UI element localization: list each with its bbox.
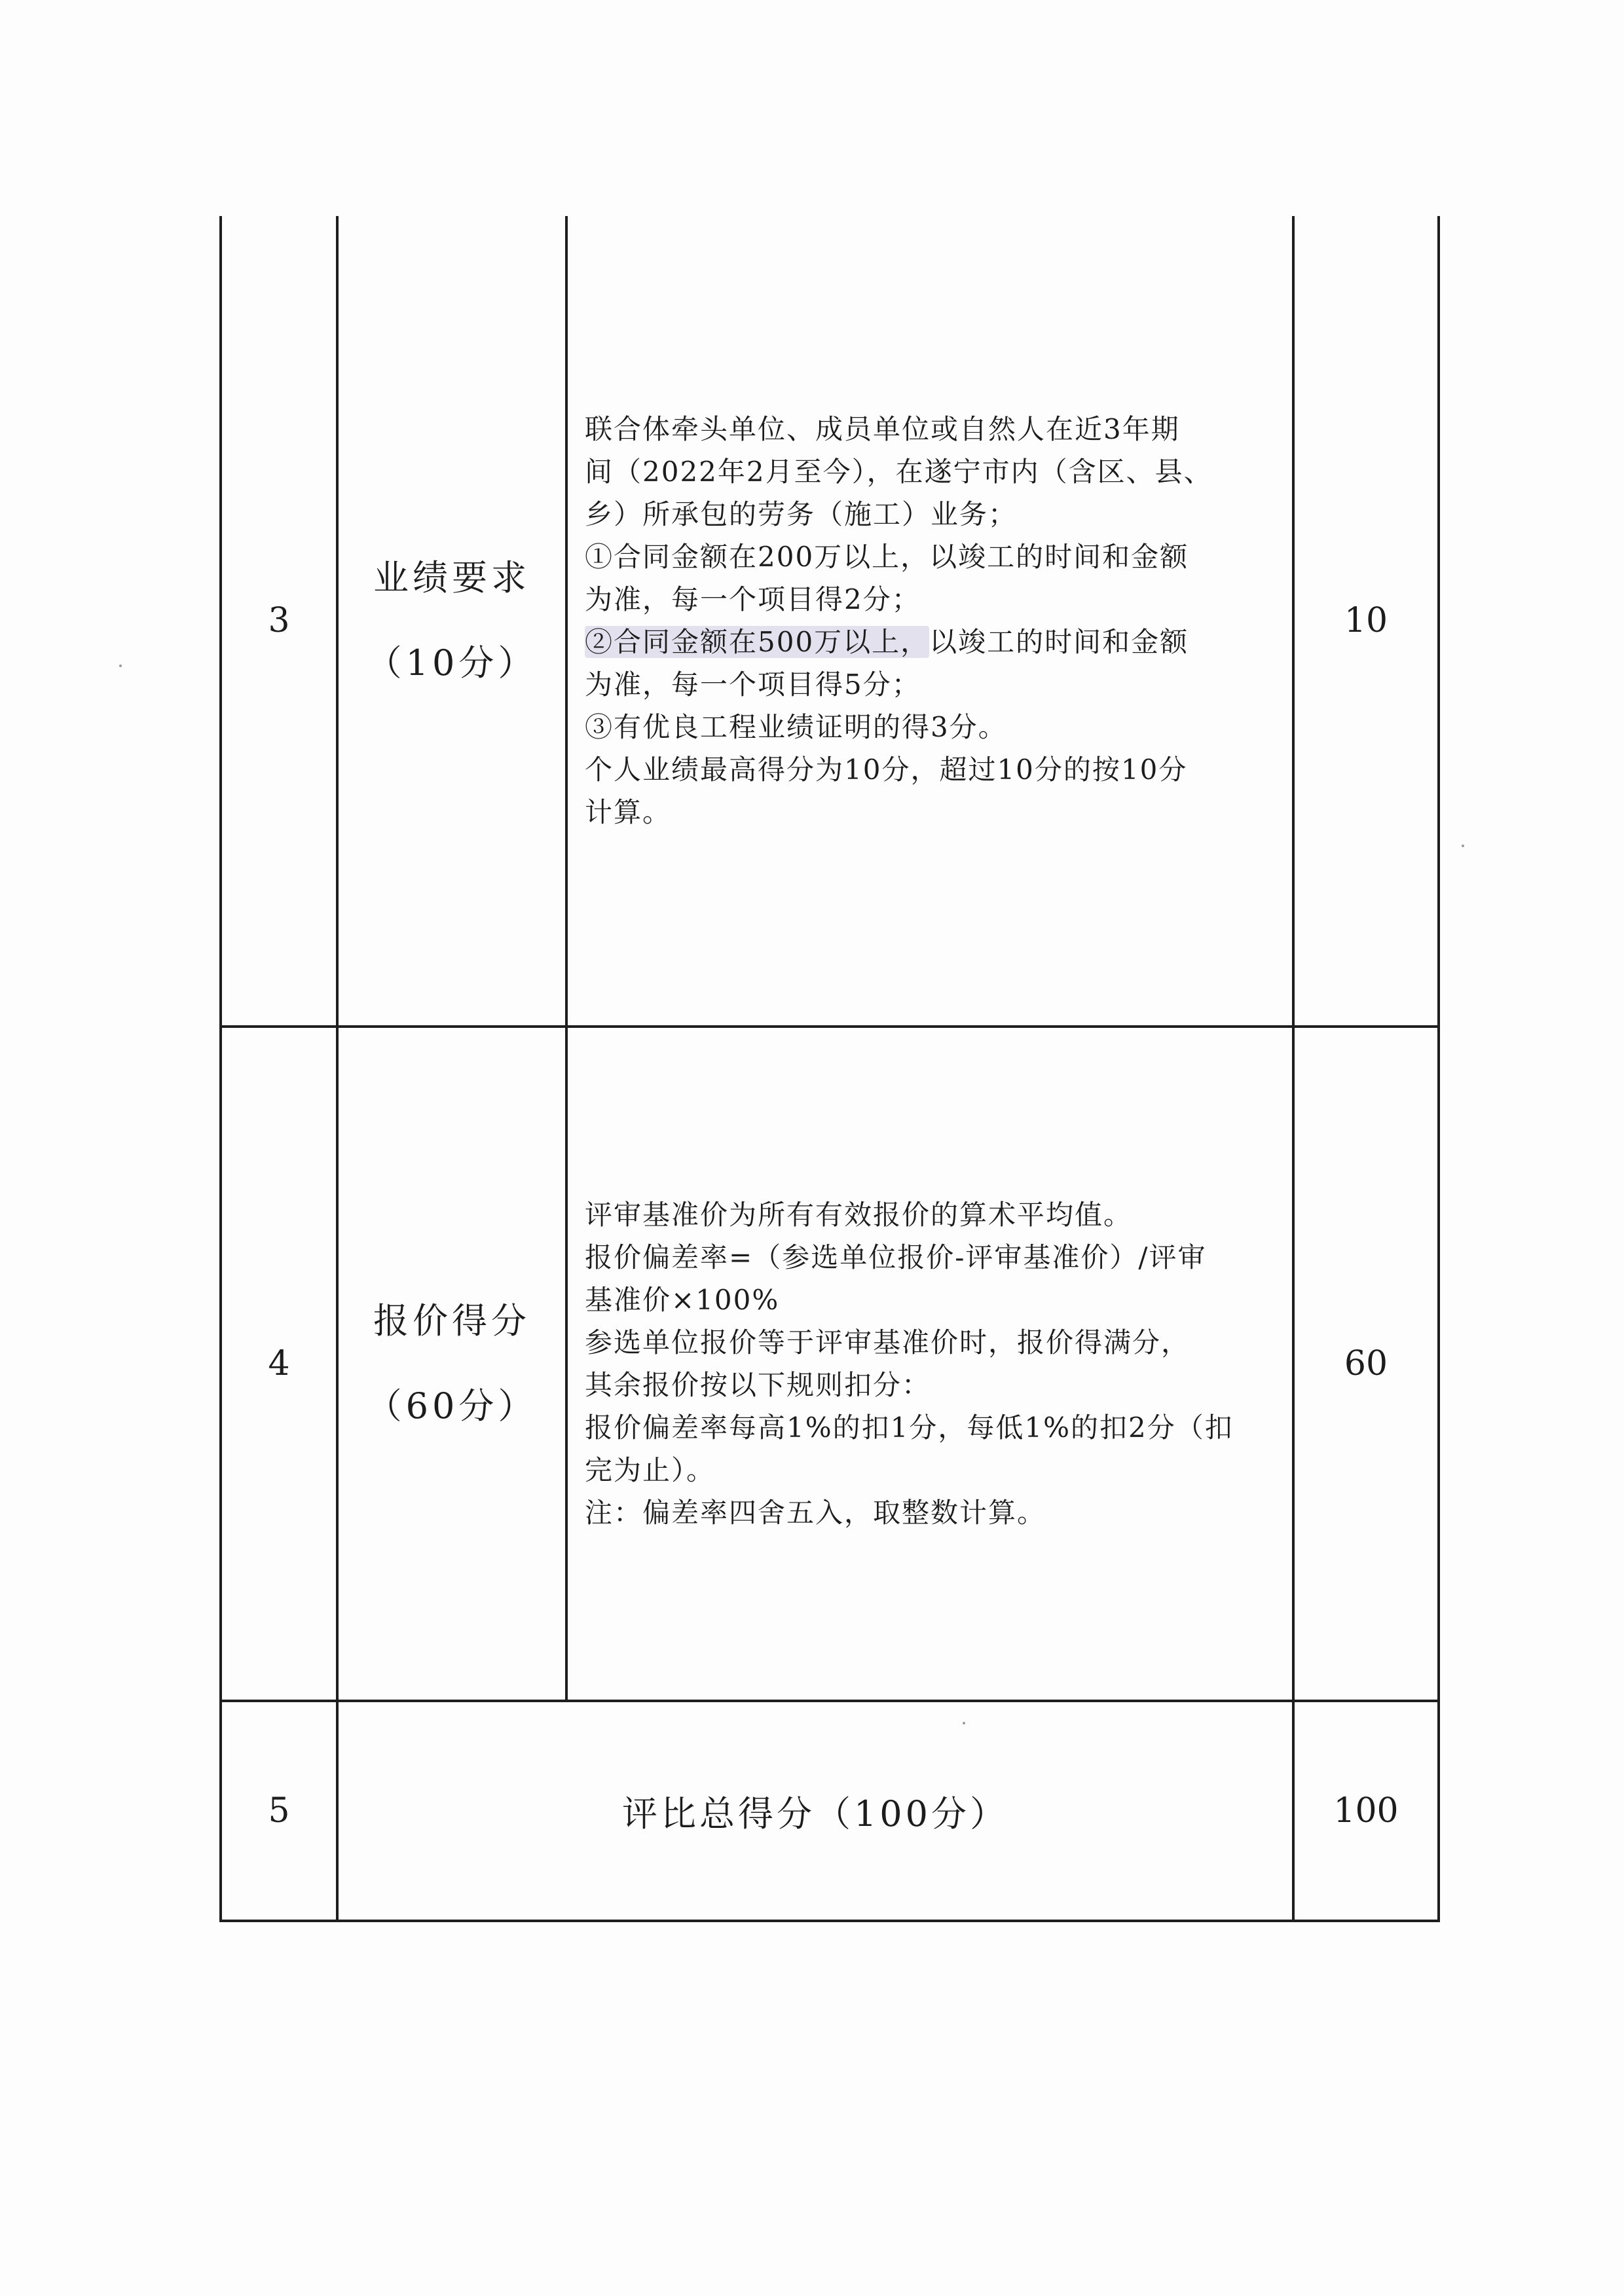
- score-cell: 60: [1293, 1027, 1439, 1701]
- item-name: 业绩要求: [373, 557, 530, 598]
- desc-line: 完为止）。: [585, 1454, 716, 1486]
- item-points: （60分）: [366, 1385, 538, 1427]
- total-score-label: 评比总得分（100分）: [337, 1701, 1293, 1921]
- row-index: 4: [221, 1027, 337, 1701]
- scan-speck: [1462, 845, 1464, 847]
- desc-line: 参选单位报价等于评审基准价时，报价得满分，: [585, 1326, 1190, 1358]
- desc-line: 间（2022年2月至今），在遂宁市内（含区、县、: [585, 456, 1213, 488]
- desc-line: 注：偏差率四舍五入，取整数计算。: [585, 1497, 1046, 1529]
- desc-line: 为准，每一个项目得2分；: [585, 583, 921, 615]
- scoring-table: [219, 216, 1440, 1922]
- desc-line: 评审基准价为所有有效报价的算术平均值。: [585, 1199, 1133, 1231]
- desc-line: 个人业绩最高得分为10分，超过10分的按10分: [585, 754, 1188, 786]
- score-cell: 10: [1293, 216, 1439, 1027]
- desc-line: 报价偏差率=（参选单位报价-评审基准价）/评审: [585, 1241, 1207, 1273]
- scan-speck: [119, 665, 122, 667]
- highlighted-text: ②合同金额在500万以上，: [585, 626, 930, 658]
- desc-line: 报价偏差率每高1%的扣1分，每低1%的扣2分（扣: [585, 1412, 1234, 1444]
- desc-line: ③有优良工程业绩证明的得3分。: [585, 711, 1007, 743]
- row-index: 3: [221, 216, 337, 1027]
- desc-line: 基准价×100%: [585, 1284, 780, 1316]
- criteria-description: [566, 1027, 1293, 1701]
- item-name-cell: [337, 1027, 566, 1701]
- row-index: 5: [221, 1701, 337, 1921]
- desc-line: 其余报价按以下规则扣分：: [585, 1369, 931, 1401]
- item-name-cell: [337, 216, 566, 1027]
- criteria-description: [566, 216, 1293, 1027]
- table-row: [221, 1701, 1439, 1921]
- desc-line: 计算。: [585, 796, 672, 828]
- item-name: 报价得分: [373, 1300, 530, 1341]
- desc-text: 以竣工的时间和金额: [929, 626, 1189, 658]
- desc-line: 为准，每一个项目得5分；: [585, 668, 921, 701]
- table-row: [221, 216, 1439, 1027]
- desc-line: ①合同金额在200万以上，以竣工的时间和金额: [585, 541, 1189, 573]
- item-points: （10分）: [366, 642, 538, 683]
- scan-speck: [963, 1722, 965, 1724]
- desc-line: 联合体牵头单位、成员单位或自然人在近3年期: [585, 413, 1180, 445]
- total-score: 100: [1293, 1701, 1439, 1921]
- table-row: [221, 1027, 1439, 1701]
- desc-line-highlighted: [585, 621, 1278, 663]
- desc-line: 乡）所承包的劳务（施工）业务；: [585, 498, 1018, 530]
